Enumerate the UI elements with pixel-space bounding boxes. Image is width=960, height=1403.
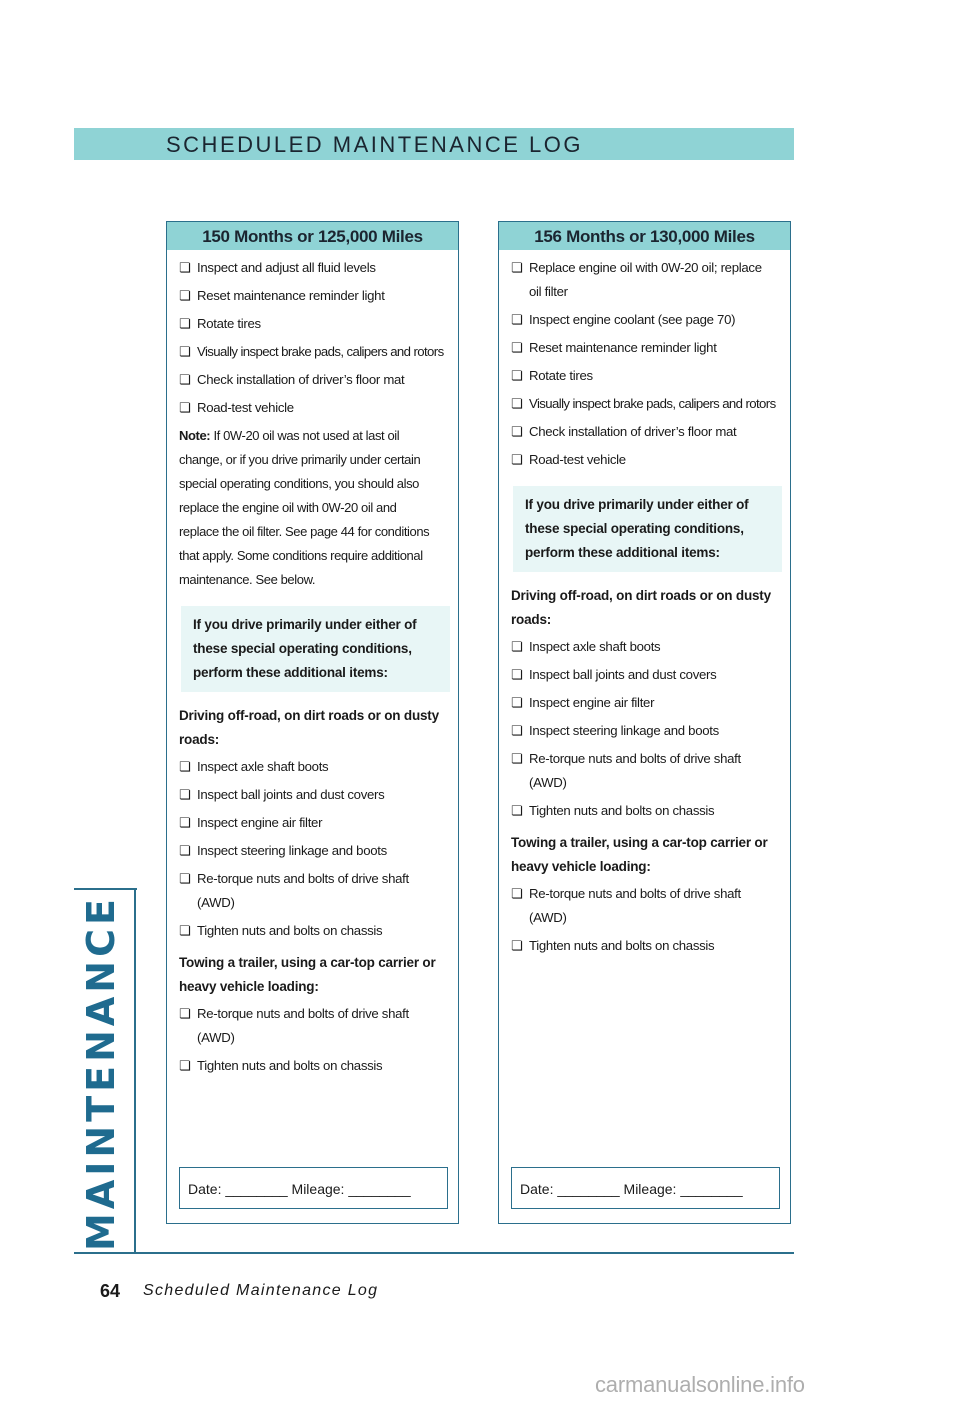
checkbox-icon[interactable]: ❏ (179, 871, 191, 886)
checkbox-icon[interactable]: ❏ (179, 372, 191, 387)
checklist-item[interactable]: ❏ Reset maintenance reminder light (179, 284, 452, 308)
checkbox-icon[interactable]: ❏ (511, 260, 523, 275)
checklist-item[interactable]: ❏ Reset maintenance reminder light (511, 336, 784, 360)
checkbox-icon[interactable]: ❏ (511, 396, 523, 411)
checkbox-icon[interactable]: ❏ (511, 751, 523, 766)
checklist-item[interactable]: ❏ Re-torque nuts and bolts of drive shaft (AWD) (179, 1002, 452, 1050)
checkbox-icon[interactable]: ❏ (179, 759, 191, 774)
checklist-item[interactable]: ❏ Inspect ball joints and dust covers (511, 663, 784, 687)
maintenance-card-156-months (498, 221, 791, 1224)
checkbox-icon[interactable]: ❏ (179, 787, 191, 802)
checkbox-icon[interactable]: ❏ (511, 938, 523, 953)
card-heading: 156 Months or 130,000 Miles (499, 222, 790, 250)
page-number: 64 (100, 1281, 121, 1301)
checkbox-icon[interactable]: ❏ (179, 843, 191, 858)
footer-section-title: Scheduled Maintenance Log (143, 1282, 379, 1299)
checklist-item[interactable]: ❏ Inspect steering linkage and boots (179, 839, 452, 863)
watermark: carmanualsonline.info (595, 1372, 805, 1397)
footer-rule (74, 1252, 794, 1254)
checkbox-icon[interactable]: ❏ (179, 288, 191, 303)
section-tab-label: MAINTENANCE (79, 894, 123, 1251)
checkbox-icon[interactable]: ❏ (511, 803, 523, 818)
maintenance-card-150-months (166, 221, 459, 1224)
towing-heading: Towing a trailer, using a car-top carrier or heavy vehicle loading: (179, 955, 436, 994)
checklist-item[interactable]: ❏ Road-test vehicle (511, 448, 784, 472)
checklist-item[interactable]: ❏ Inspect ball joints and dust covers (179, 783, 452, 807)
checklist-item[interactable]: ❏ Rotate tires (511, 364, 784, 388)
section-tab (76, 894, 126, 1251)
side-tab-rule (134, 888, 136, 1254)
checklist-item[interactable]: ❏ Road-test vehicle (179, 396, 452, 420)
checkbox-icon[interactable]: ❏ (179, 316, 191, 331)
checklist-item[interactable]: ❏ Rotate tires (179, 312, 452, 336)
checklist-item[interactable]: ❏ Inspect axle shaft boots (511, 635, 784, 659)
checklist-item[interactable]: ❏ Visually inspect brake pads, calipers and rotors (511, 392, 784, 416)
checkbox-icon[interactable]: ❏ (511, 452, 523, 467)
checklist-item[interactable]: ❏ Inspect axle shaft boots (179, 755, 452, 779)
checklist-item[interactable]: ❏ Inspect and adjust all fluid levels (179, 256, 452, 280)
checkbox-icon[interactable]: ❏ (511, 368, 523, 383)
checkbox-icon[interactable]: ❏ (511, 886, 523, 901)
oil-note (179, 424, 452, 592)
checklist-item[interactable]: ❏ Re-torque nuts and bolts of drive shaft (AWD) (511, 747, 784, 795)
checkbox-icon[interactable]: ❏ (179, 923, 191, 938)
checkbox-icon[interactable]: ❏ (511, 723, 523, 738)
offroad-heading: Driving off-road, on dirt roads or on dusty roads: (511, 588, 771, 627)
special-conditions-callout: If you drive primarily under either of these special operating conditions, perform these additional items: (513, 486, 782, 572)
checkbox-icon[interactable]: ❏ (179, 400, 191, 415)
checklist-item[interactable]: ❏ Replace engine oil with 0W-20 oil; replace oil filter (511, 256, 784, 304)
offroad-heading: Driving off-road, on dirt roads or on dusty roads: (179, 708, 439, 747)
checklist-item[interactable]: ❏ Tighten nuts and bolts on chassis (179, 919, 452, 943)
checklist-item[interactable]: ❏ Check installation of driver’s floor mat (511, 420, 784, 444)
checklist-item[interactable]: ❏ Check installation of driver’s floor mat (179, 368, 452, 392)
checklist-item[interactable]: ❏ Inspect engine air filter (179, 811, 452, 835)
checklist-item[interactable]: ❏ Tighten nuts and bolts on chassis (511, 934, 784, 958)
checkbox-icon[interactable]: ❏ (511, 312, 523, 327)
checkbox-icon[interactable]: ❏ (179, 344, 191, 359)
checklist-item[interactable]: ❏ Tighten nuts and bolts on chassis (511, 799, 784, 823)
date-mileage-field[interactable]: Date: ________ Mileage: ________ (179, 1167, 448, 1209)
page-header-title: SCHEDULED MAINTENANCE LOG (166, 132, 584, 157)
checkbox-icon[interactable]: ❏ (179, 1006, 191, 1021)
checkbox-icon[interactable]: ❏ (511, 340, 523, 355)
checkbox-icon[interactable]: ❏ (511, 639, 523, 654)
checklist-item[interactable]: ❏ Inspect steering linkage and boots (511, 719, 784, 743)
checklist-item[interactable]: ❏ Re-torque nuts and bolts of drive shaft (AWD) (511, 882, 784, 930)
checklist-item[interactable]: ❏ Inspect engine air filter (511, 691, 784, 715)
checkbox-icon[interactable]: ❏ (511, 424, 523, 439)
checkbox-icon[interactable]: ❏ (511, 695, 523, 710)
date-mileage-field[interactable]: Date: ________ Mileage: ________ (511, 1167, 780, 1209)
note-text: If 0W-20 oil was not used at last oil change, or if you drive primarily under certain special operating conditions, you should also replace the engine oil with 0W-20 oil and replace the oil filter. See page 44 for conditions that apply. Some conditions require additional maintenance. See below. (179, 428, 430, 587)
checklist-item[interactable]: ❏ Visually inspect brake pads, calipers and rotors (179, 340, 452, 364)
checklist-item[interactable]: ❏ Inspect engine coolant (see page 70) (511, 308, 784, 332)
special-conditions-callout: If you drive primarily under either of these special operating conditions, perform these additional items: (181, 606, 450, 692)
checkbox-icon[interactable]: ❏ (179, 260, 191, 275)
note-label: Note: (179, 428, 211, 443)
checklist-item[interactable]: ❏ Re-torque nuts and bolts of drive shaft (AWD) (179, 867, 452, 915)
checkbox-icon[interactable]: ❏ (179, 1058, 191, 1073)
checkbox-icon[interactable]: ❏ (511, 667, 523, 682)
towing-heading: Towing a trailer, using a car-top carrier or heavy vehicle loading: (511, 835, 768, 874)
checkbox-icon[interactable]: ❏ (179, 815, 191, 830)
card-heading: 150 Months or 125,000 Miles (167, 222, 458, 250)
header-band (74, 128, 794, 160)
checklist-item[interactable]: ❏ Tighten nuts and bolts on chassis (179, 1054, 452, 1078)
side-tab-rule (74, 888, 137, 890)
